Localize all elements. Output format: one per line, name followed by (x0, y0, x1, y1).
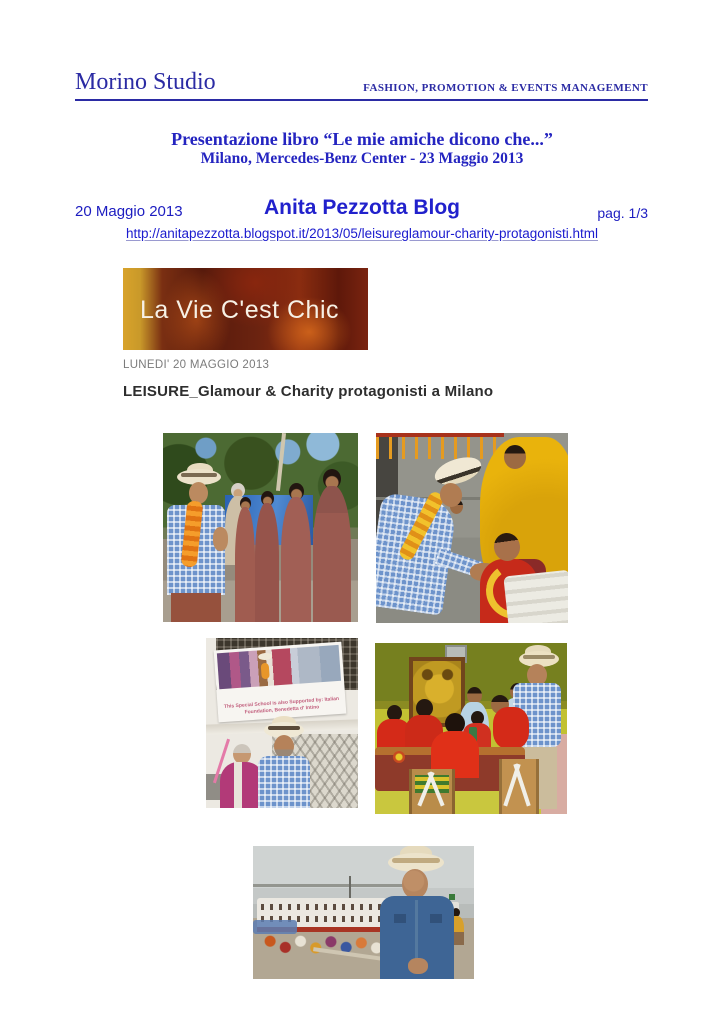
studio-tagline: FASHION, PROMOTION & EVENTS MANAGEMENT (363, 82, 648, 94)
hat-band (268, 726, 300, 730)
school-banner-shape (214, 642, 347, 723)
collage-garland-dot (261, 663, 270, 680)
strap-shape (513, 763, 530, 806)
mast-shape (349, 876, 351, 900)
held-child-body (493, 707, 529, 749)
child-figure (431, 713, 479, 777)
page-indicator: pag. 1/3 (597, 205, 648, 221)
school-banner-text: This Special School is also Supported by: Italian Foundation, Benedetta d' Intino (223, 695, 340, 716)
author-figure (254, 722, 312, 808)
event-title: Presentazione libro “Le mie amiche dicono che...” (171, 129, 553, 149)
child-blessing-photo (376, 433, 568, 623)
author-hands (213, 527, 228, 551)
studio-brand: Morino Studio (75, 69, 216, 95)
woman-figure (255, 491, 279, 622)
clipping-source-title: Anita Pezzotta Blog (263, 196, 460, 219)
classroom-photo (375, 643, 567, 814)
shirt-pocket-shape (430, 914, 442, 923)
author-face (274, 735, 294, 758)
woman-face (504, 445, 526, 469)
blog-post-url[interactable]: http://anitapezzotta.blogspot.it/2013/05/leisureglamour-charity-protagonisti.html (125, 226, 598, 241)
hat-band (181, 473, 217, 477)
woman-figure (281, 483, 311, 622)
header-rule (75, 99, 648, 101)
clipping-date: 20 Maggio 2013 (75, 203, 183, 220)
toy-shape (393, 751, 405, 763)
woman-body (235, 507, 255, 622)
child-face (492, 531, 522, 562)
blog-banner-title: La Vie C'est Chic (140, 296, 340, 324)
window-row-shape (261, 904, 383, 910)
garland-welcome-photo (163, 433, 358, 622)
author-face (402, 869, 428, 899)
author-hand (408, 958, 428, 974)
hat-band (392, 858, 440, 863)
trousers-shape (171, 593, 221, 622)
woman-figure (235, 497, 255, 622)
event-subtitle: Milano, Mercedes-Benz Center - 23 Maggio 2013 (200, 150, 524, 167)
wooden-chair-shape (499, 759, 539, 814)
hat-band (523, 655, 555, 659)
school-building-photo (206, 638, 358, 808)
blog-banner-image (123, 268, 368, 350)
wife-head (233, 744, 251, 764)
post-title: LEISURE_Glamour & Charity protagonisti a Milano (123, 383, 494, 400)
woman-body (255, 503, 279, 622)
shirt-pocket-shape (394, 914, 406, 923)
woman-figure (313, 469, 351, 622)
post-date: LUNEDI' 20 MAGGIO 2013 (123, 359, 270, 371)
plastic-chair-shape (503, 570, 568, 623)
author-figure (167, 467, 233, 622)
checked-shirt-shape (258, 756, 310, 808)
woman-body (281, 497, 311, 622)
woman-body (313, 486, 351, 622)
river-boats-photo (253, 846, 474, 979)
wooden-chair-shape (409, 769, 455, 814)
author-figure (374, 850, 460, 979)
banner-photo-collage (217, 645, 341, 689)
